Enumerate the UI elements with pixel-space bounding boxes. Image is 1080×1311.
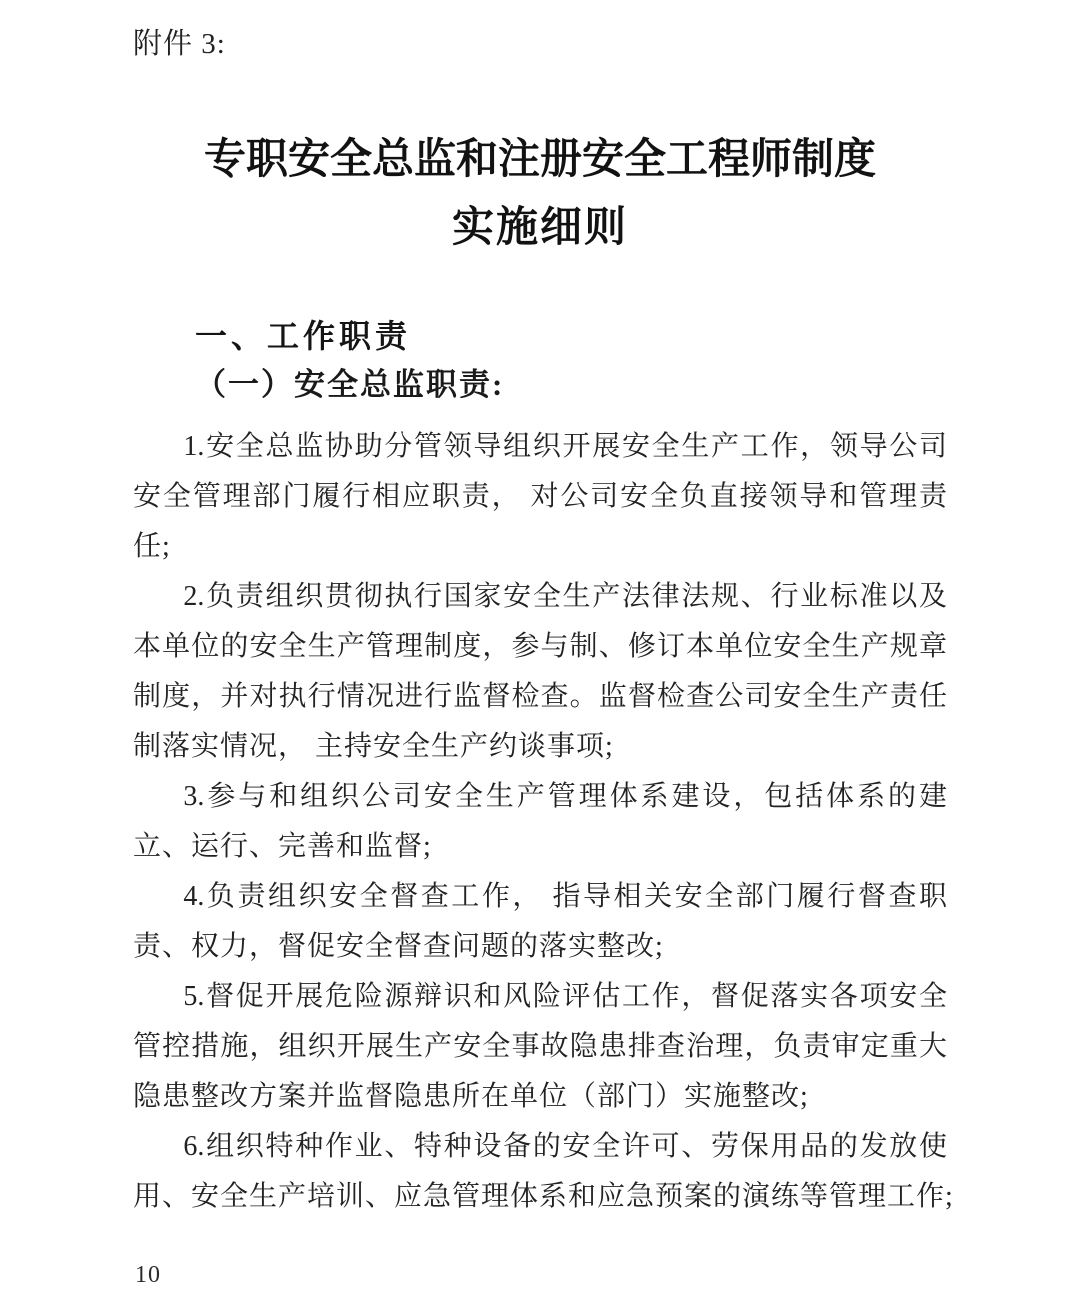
text-line: 本单位的安全生产管理制度，参与制、修订本单位安全生产规章	[133, 631, 947, 662]
text-line: 立、运行、完善和监督;	[133, 831, 432, 862]
paragraph	[133, 1122, 954, 1222]
text-line: 隐患整改方案并监督隐患所在单位（部门）实施整改;	[133, 1081, 809, 1112]
paragraph	[133, 422, 947, 572]
page-number: 10	[135, 1262, 161, 1288]
paragraph	[133, 772, 947, 872]
paragraph	[133, 872, 947, 972]
title-line-2: 实施细则	[451, 205, 628, 251]
text-line: 制落实情况， 主持安全生产约谈事项;	[133, 731, 614, 762]
attachment-label: 附件 3:	[133, 28, 226, 60]
text-line: 1.安全总监协助分管领导组织开展安全生产工作，领导公司	[183, 431, 947, 462]
text-line: 用、安全生产培训、应急管理体系和应急预案的演练等管理工作;	[133, 1181, 954, 1212]
text-line: 安全管理部门履行相应职责， 对公司安全负直接领导和管理责	[133, 481, 947, 512]
text-line: 任;	[133, 531, 171, 562]
title-line-1: 专职安全总监和注册安全工程师制度	[203, 137, 876, 183]
text-line: 制度，并对执行情况进行监督检查。监督检查公司安全生产责任	[133, 681, 947, 712]
paragraph	[133, 972, 947, 1122]
text-line: 责、权力，督促安全督查问题的落实整改;	[133, 931, 664, 962]
text-line: 管控措施，组织开展生产安全事故隐患排查治理，负责审定重大	[133, 1031, 947, 1062]
text-line: 4.负责组织安全督查工作， 指导相关安全部门履行督查职	[183, 881, 947, 912]
text-line: 5.督促开展危险源辩识和风险评估工作，督促落实各项安全	[183, 981, 947, 1012]
subsection-heading: （一）安全总监职责:	[195, 367, 505, 402]
section-heading: 一、工作职责	[195, 318, 412, 354]
body-text	[133, 422, 954, 1222]
text-line: 2.负责组织贯彻执行国家安全生产法律法规、行业标准以及	[183, 581, 947, 612]
text-line: 6.组织特种作业、特种设备的安全许可、劳保用品的发放使	[183, 1131, 947, 1162]
text-line: 3.参与和组织公司安全生产管理体系建设，包括体系的建	[183, 781, 947, 812]
document-title	[133, 130, 947, 258]
paragraph	[133, 572, 947, 772]
